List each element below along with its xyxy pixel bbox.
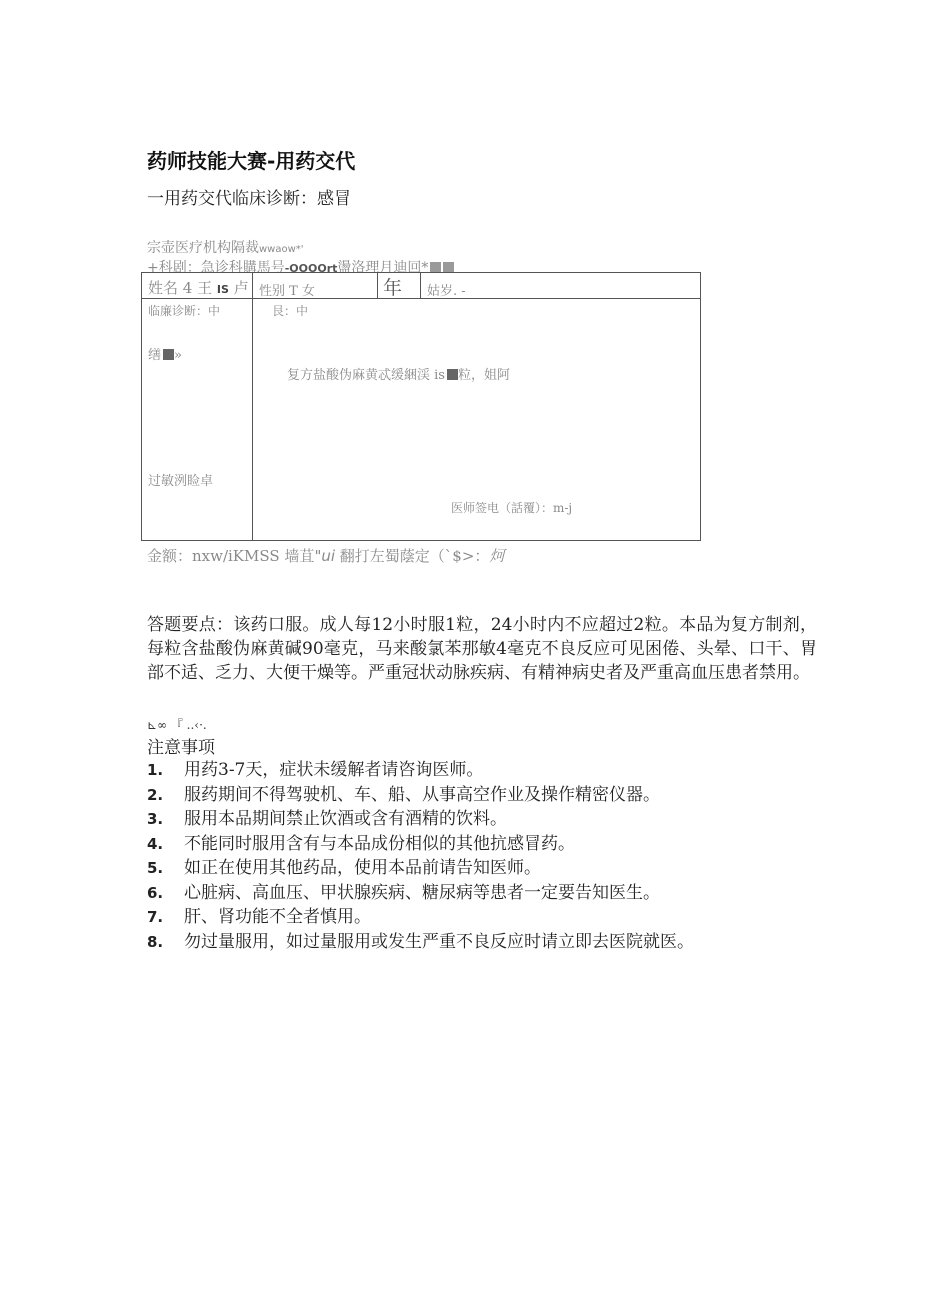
institution-line [147,237,304,257]
year-label: 年 [383,277,403,299]
list-item-text: 如正在使用其他药品，使用本品前请告知医师。 [184,858,541,878]
document-title: 药师技能大赛-用药交代 [147,149,356,173]
patient-name [148,277,249,298]
rp-label-text: 缮 [148,348,162,363]
drug-name: 复方盐酸伪麻黄忒缓綑渓 is [287,368,445,383]
list-item-number: 6. [147,883,164,902]
list-item-text: 心脏病、高血压、甲状腺疾病、糖尿病等患者一定要告知医生。 [184,882,660,903]
amount-line [147,545,504,566]
list-item [147,783,694,808]
list-item-number: 8. [147,932,164,951]
amount-end: 炣 [489,547,505,565]
form-column-divider [252,273,253,540]
list-item [147,930,694,955]
stray-glyphs: ⊾∞ 『 ..‹·. [147,718,207,732]
list-item [147,905,694,930]
list-item [147,832,694,857]
rp-label [148,344,182,363]
rp-label-suffix: » [174,348,182,363]
list-item-text: 用药3-7天，症状未缓解者请咨询医师。 [184,760,484,780]
department-tail: 盪洛理月迪回* [337,260,429,276]
list-item-text: 服药期间不得驾驶机、车、船、从事高空作业及操作精密仪器。 [184,784,660,805]
list-item-number: 2. [147,785,164,804]
prescription-form [141,272,701,541]
notes-list [147,758,694,954]
document-subtitle: 一用药交代临床诊断：感冒 [147,189,351,209]
list-item [147,856,694,881]
form-header-divider-3 [420,273,421,298]
institution-name: 宗壶医疗机构隔裁 [147,240,259,256]
answer-points: 答题要点：该药口服。成人每12小时服1粒，24小时内不应超过2粒。本品为复方制剂，每粒含盐酸伪麻黄碱90毫克，马来酸氯苯那敏4毫克不良反应可见困倦、头晕、口干、胃部不适、乏力、大便干燥等。严重冠状动脉疾病、有精神病史者及严重高血压患者禁用。 [147,615,817,683]
list-item-number: 4. [147,834,164,853]
patient-age: 姑岁. - [427,284,466,299]
drug-line [287,364,510,383]
list-item [147,807,694,832]
allergy-label: 过敏洌睑卓 [148,474,214,489]
form-header-divider [142,298,700,299]
department-code: -OOOOrt [284,262,338,275]
list-item-text: 服用本品期间禁止饮酒或含有酒精的饮料。 [184,809,507,829]
redaction-block-icon [163,349,174,360]
patient-name-label: 姓名 4 王 [148,279,217,297]
list-item-number: 1. [147,761,164,779]
list-item-number: 5. [147,859,164,877]
amount-label: 金额：nxw/iKMSS 墙苴 [147,547,315,565]
notes-title: 注意事项 [147,738,215,758]
list-item [147,881,694,906]
redaction-block-icon [447,369,458,380]
good-label: 艮：中 [272,304,309,318]
list-item-number: 7. [147,908,164,926]
clinical-diagnosis: 临廉诊断：中 [148,304,221,318]
patient-name-tail: 卢 [228,279,249,297]
patient-name-suffix: IS [216,283,229,296]
list-item [147,758,694,783]
list-item-text: 肝、肾功能不全者慎用。 [184,907,371,927]
department-label: +科剧：急诊科購馬号 [147,260,285,276]
doctor-signature: 医师签电（話覆）：m-j [451,501,573,515]
institution-suffix: wwaow*' [259,244,304,255]
drug-dose: 粒，姐阿 [457,368,510,383]
list-item-text: 勿过量服用，如过量服用或发生严重不良反应时请立即去医院就医。 [184,931,694,952]
patient-gender: 性别 T 女 [259,284,315,299]
form-header-divider-2 [377,273,378,298]
amount-tail: 翻打左蜀蔭定（`$>： [335,547,490,565]
list-item-text: 不能同时服用含有与本品成份相似的其他抗感冒药。 [184,833,575,854]
amount-italic: "ui [314,547,336,565]
list-item-number: 3. [147,810,164,828]
